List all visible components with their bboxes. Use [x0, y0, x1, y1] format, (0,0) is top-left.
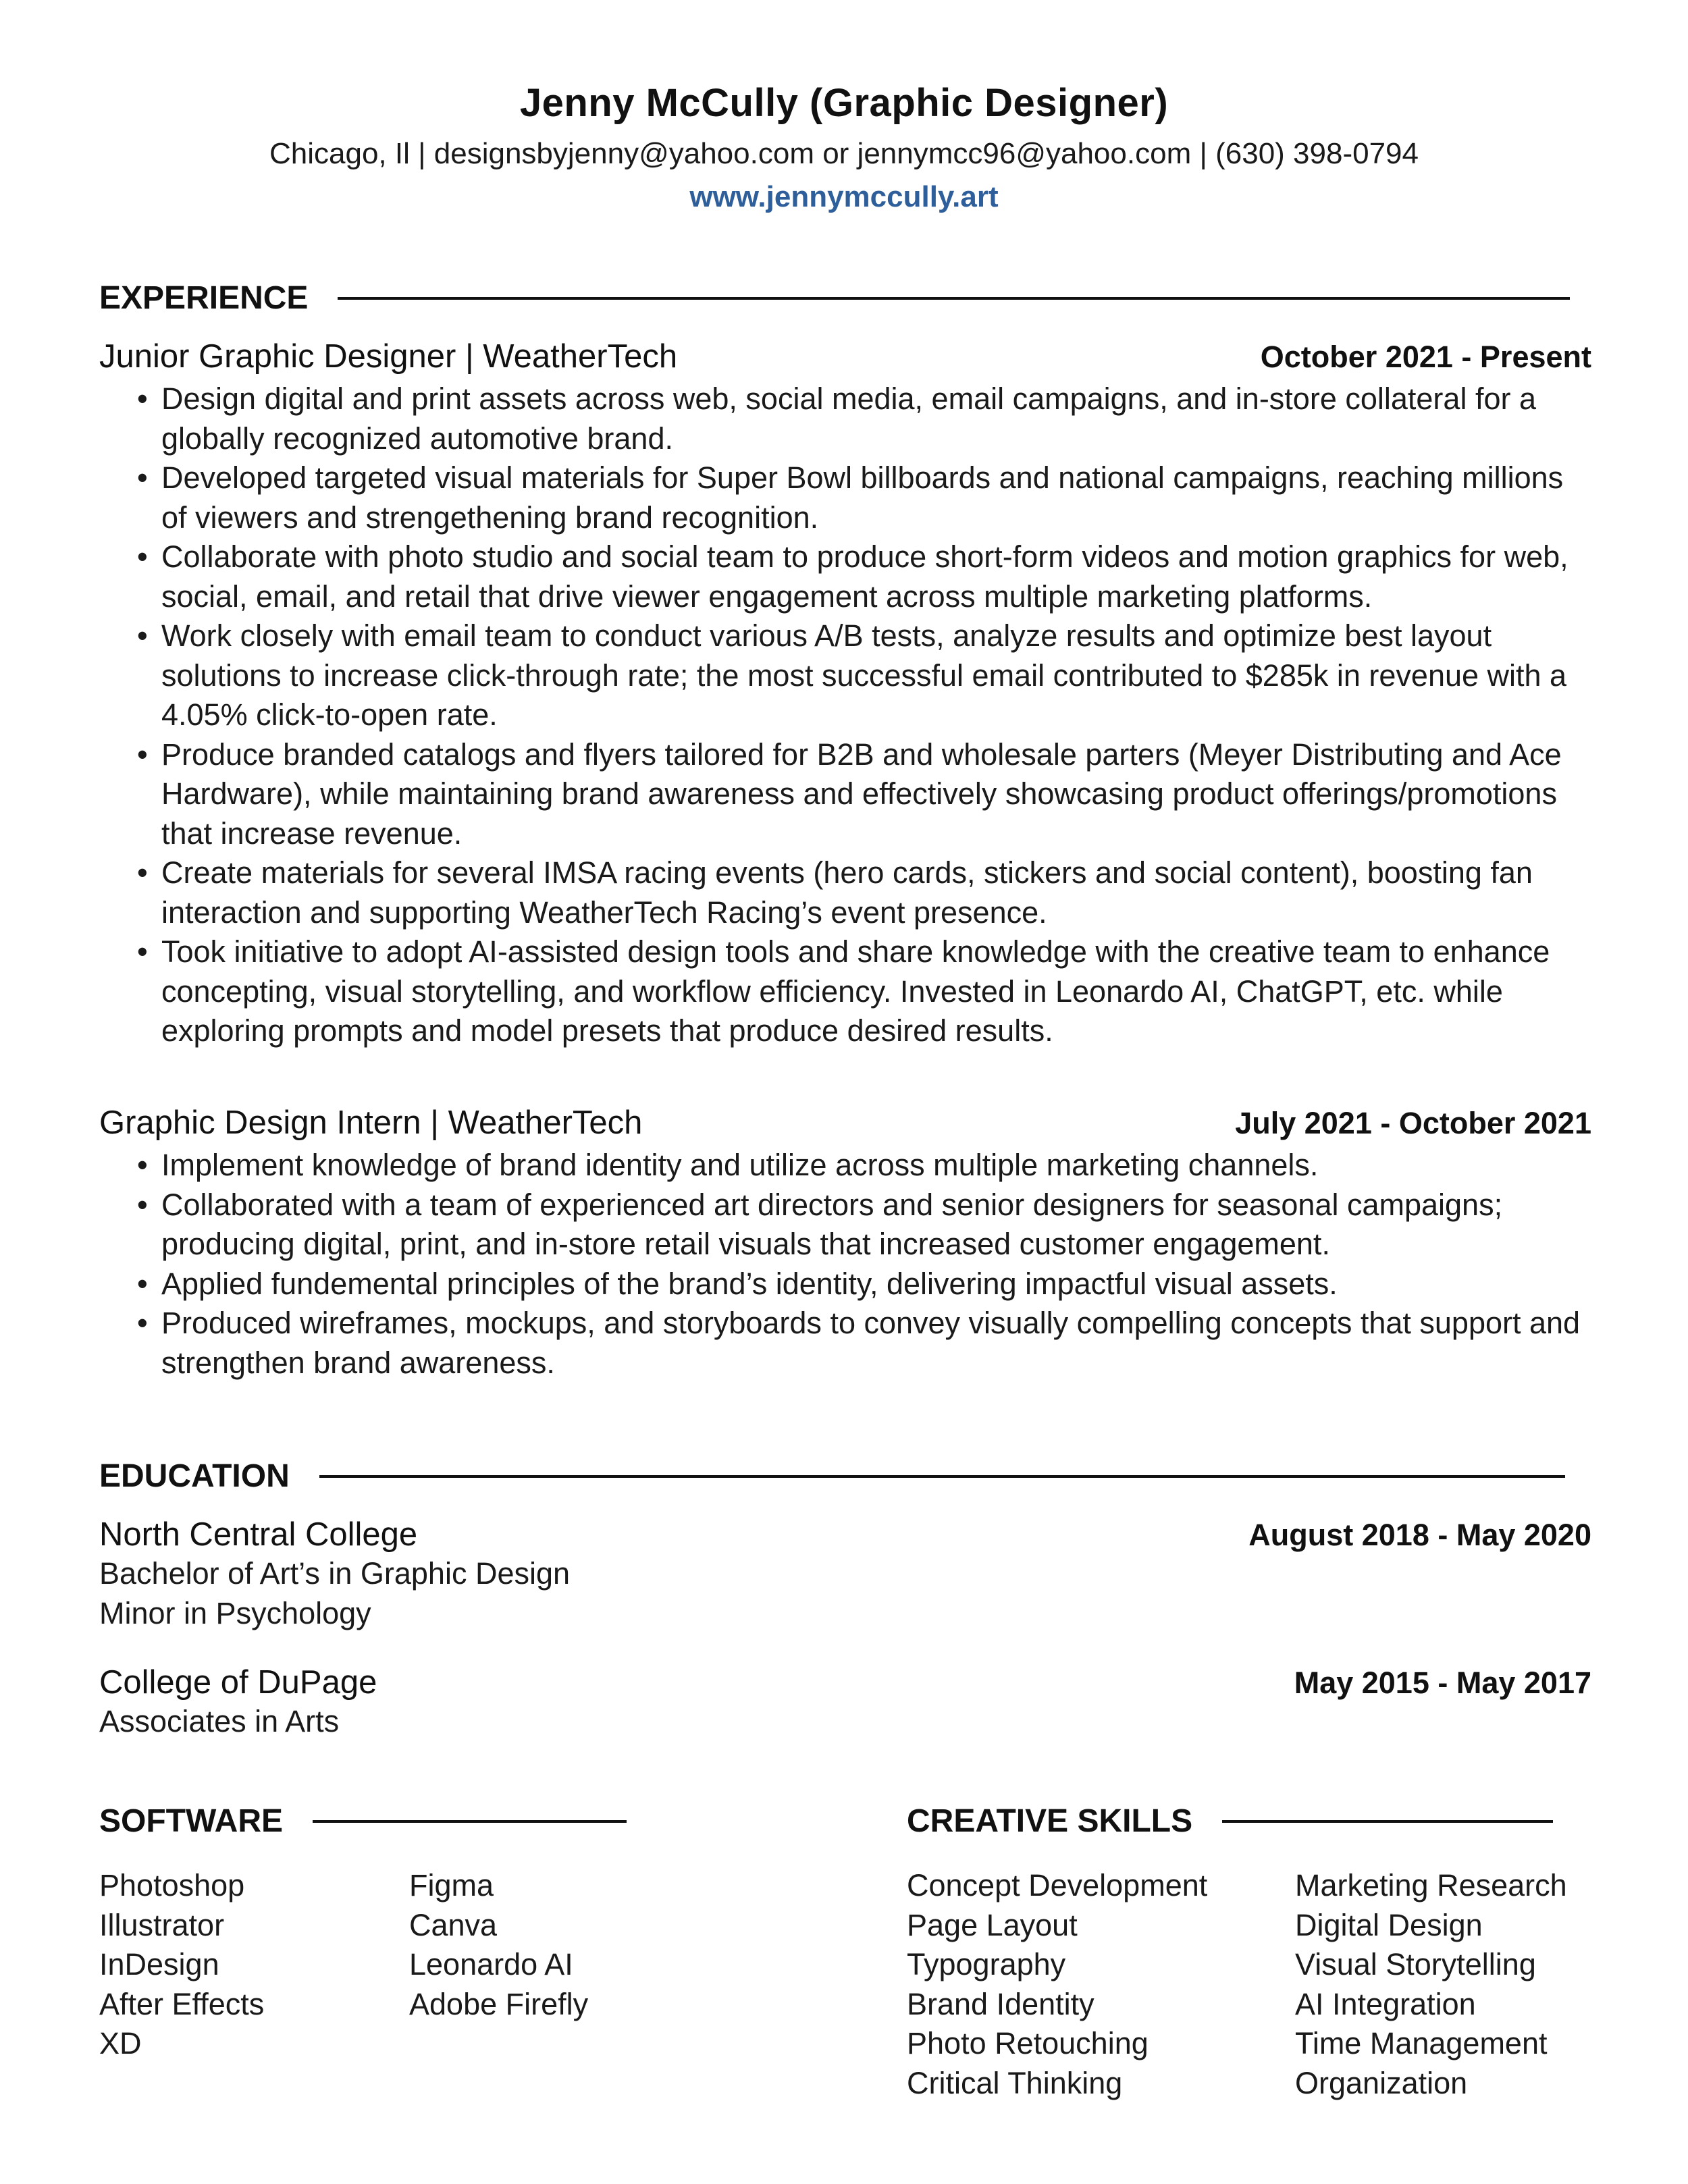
contact-line: Chicago, Il | designsbyjenny@yahoo.com or jennymcc96@yahoo.com | (630) 398-0794 — [269, 136, 1419, 170]
software-item: Canva — [409, 1907, 498, 1942]
skill-item: Time Management — [1295, 2026, 1548, 2060]
software-item: After Effects — [99, 1986, 265, 2021]
bullet-item: • Create materials for several IMSA racing events (hero cards, stickers and social content), boosting fan interaction and supporting WeatherTech Racing’s event presence. — [137, 855, 1533, 930]
job-dates: October 2021 - Present — [1260, 340, 1591, 374]
education-entry — [99, 1663, 1591, 1741]
section-title: SOFTWARE — [99, 1803, 283, 1839]
job-entry — [99, 1104, 1591, 1383]
software-item: Adobe Firefly — [409, 1986, 589, 2021]
skills-heading — [907, 1805, 1553, 1838]
section-title: EDUCATION — [99, 1458, 290, 1494]
section-title: EXPERIENCE — [99, 280, 309, 316]
bullet-item: • Applied fundemental principles of the brand’s identity, delivering impactful visual assets. — [137, 1266, 1338, 1301]
experience-heading — [99, 282, 1570, 315]
software-list — [409, 1866, 588, 2024]
school-dates: August 2018 - May 2020 — [1248, 1518, 1591, 1552]
school-name: North Central College — [99, 1516, 418, 1553]
skills-list — [907, 1866, 1207, 2103]
skill-item: AI Integration — [1295, 1986, 1476, 2021]
education-heading — [99, 1460, 1565, 1493]
section-divider — [319, 1475, 1565, 1478]
degree-line: Associates in Arts — [99, 1704, 340, 1738]
skill-item: Photo Retouching — [907, 2026, 1149, 2060]
bullet-item: • Collaborate with photo studio and social team to produce short-form videos and motion graphics for web, social, email, and retail that drive viewer engagement across multiple marketing platforms. — [137, 539, 1568, 614]
education-entry — [99, 1516, 1591, 1633]
skill-item: Page Layout — [907, 1907, 1078, 1942]
software-item: Illustrator — [99, 1907, 225, 1942]
skill-item: Concept Development — [907, 1868, 1208, 1902]
bullet-item: • Took initiative to adopt AI-assisted design tools and share knowledge with the creative team to enhance concepting, visual storytelling, and workflow efficiency. Invested in Leonardo AI, ChatGPT, etc. while exploring prompts and model presets that produce desired results. — [137, 934, 1550, 1048]
bullet-item: • Produce branded catalogs and flyers tailored for B2B and wholesale parters (Meyer Distributing and Ace Hardware), while maintaining brand awareness and effectively showcasing product offerings/promotions that increase revenue. — [137, 737, 1562, 851]
skill-item: Visual Storytelling — [1295, 1947, 1536, 1981]
bullet-item: • Collaborated with a team of experienced art directors and senior designers for seasonal campaigns; producing digital, print, and in-store retail visuals that increased customer engagement. — [137, 1187, 1503, 1261]
job-dates: July 2021 - October 2021 — [1235, 1106, 1591, 1140]
skill-item: Digital Design — [1295, 1907, 1483, 1942]
bullet-item: • Work closely with email team to conduct various A/B tests, analyze results and optimize best layout solutions to increase click-through rate; the most successful email contributed to $285k in revenue with a 4.05% click-to-open rate. — [137, 618, 1567, 732]
skill-item: Critical Thinking — [907, 2065, 1123, 2100]
software-item: InDesign — [99, 1947, 219, 1981]
candidate-name: Jenny McCully (Graphic Designer) — [519, 81, 1169, 125]
software-item: Photoshop — [99, 1868, 245, 1902]
job-bullets — [99, 1146, 1591, 1383]
skill-item: Organization — [1295, 2065, 1468, 2100]
job-bullets — [99, 379, 1591, 1051]
software-heading — [99, 1805, 627, 1838]
school-name: College of DuPage — [99, 1664, 377, 1701]
skill-item: Marketing Research — [1295, 1868, 1567, 1902]
degree-line: Bachelor of Art’s in Graphic Design — [99, 1556, 571, 1591]
software-list — [99, 1866, 264, 2064]
bullet-item: • Design digital and print assets across web, social media, email campaigns, and in-store collateral for a globally recognized automotive brand. — [137, 381, 1536, 456]
software-item: XD — [99, 2026, 142, 2060]
job-title: Junior Graphic Designer | WeatherTech — [99, 338, 678, 375]
section-divider — [338, 297, 1570, 300]
software-item: Leonardo AI — [409, 1947, 573, 1981]
bullet-item: • Implement knowledge of brand identity and utilize across multiple marketing channels. — [137, 1148, 1319, 1182]
software-item: Figma — [409, 1868, 494, 1902]
skill-item: Typography — [907, 1947, 1066, 1981]
bullet-item: • Produced wireframes, mockups, and storyboards to convey visually compelling concepts that support and strengthen brand awareness. — [137, 1306, 1581, 1380]
resume-header — [0, 80, 1688, 215]
section-divider — [313, 1820, 627, 1823]
degree-line: Minor in Psychology — [99, 1596, 371, 1630]
school-dates: May 2015 - May 2017 — [1294, 1666, 1591, 1700]
website-link[interactable]: www.jennymccully.art — [689, 180, 999, 214]
job-entry — [99, 338, 1591, 1051]
skills-list — [1295, 1866, 1567, 2103]
job-title: Graphic Design Intern | WeatherTech — [99, 1104, 643, 1141]
skill-item: Brand Identity — [907, 1986, 1094, 2021]
section-title: CREATIVE SKILLS — [907, 1803, 1193, 1839]
bullet-item: • Developed targeted visual materials for Super Bowl billboards and national campaigns, reaching millions of viewers and strengethening brand recognition. — [137, 460, 1564, 535]
section-divider — [1222, 1820, 1553, 1823]
